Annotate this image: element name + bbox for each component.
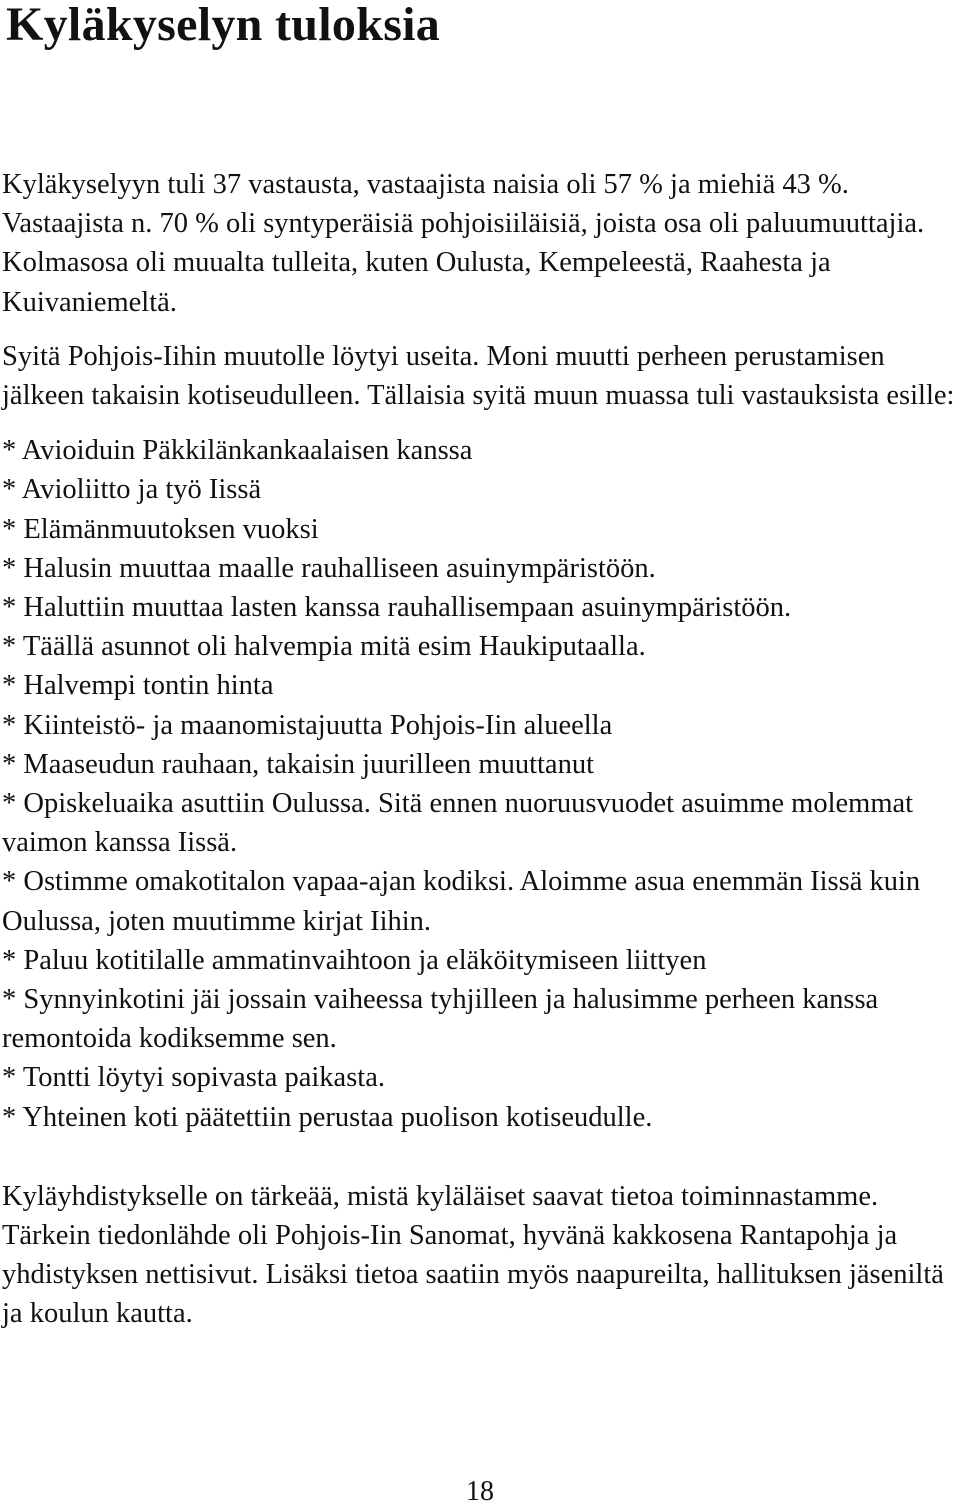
page-number: 18 xyxy=(466,1476,494,1507)
list-item: * Maaseudun rauhaan, takaisin juurilleen muuttanut xyxy=(2,748,595,780)
list-item: * Halusin muuttaa maalle rauhalliseen asuinympäristöön. xyxy=(2,552,656,584)
info-paragraph: Kyläyhdistykselle on tärkeää, mistä kyläläiset saavat tietoa toiminnastamme. Tärkein tiedonlähde oli Pohjois-Iin Sanomat, hyvänä kakkosena Rantapohja ja yhdistyksen nettisivut. Lisäksi tietoa saatiin myös naapureilta, hallituksen jäseniltä ja koulun kautta. xyxy=(2,1180,944,1330)
list-item: * Tontti löytyi sopivasta paikasta. xyxy=(2,1062,385,1094)
list-item: * Synnyinkotini jäi jossain vaiheessa tyhjilleen ja halusimme perheen kanssa remontoida kodiksemme sen. xyxy=(2,984,879,1055)
list-item: * Avioliitto ja työ Iissä xyxy=(2,474,262,506)
intro-paragraph: Kyläkyselyyn tuli 37 vastausta, vastaajista naisia oli 57 % ja miehiä 43 %. Vastaajista n. 70 % oli syntyperäisiä pohjoisiiläisiä, joista osa oli paluumuuttajia. Kolmasosa oli muualta tulleita, kuten Oulusta, Kempeleestä, Raahesta ja Kuivaniemeltä. xyxy=(2,169,925,318)
list-item: * Ostimme omakotitalon vapaa-ajan kodiksi. Aloimme asua enemmän Iissä kuin Oulussa, joten muutimme kirjat Iihin. xyxy=(2,866,921,937)
list-item: * Haluttiin muuttaa lasten kanssa rauhallisempaan asuinympäristöön. xyxy=(2,592,792,624)
list-item: * Täällä asunnot oli halvempia mitä esim Haukiputaalla. xyxy=(2,631,646,663)
list-item: * Yhteinen koti päätettiin perustaa puolison kotiseudulle. xyxy=(2,1101,653,1133)
list-item: * Elämänmuutoksen vuoksi xyxy=(2,513,319,545)
list-item: * Kiinteistö- ja maanomistajuutta Pohjois-Iin alueella xyxy=(2,709,613,741)
list-item: * Halvempi tontin hinta xyxy=(2,670,274,702)
list-item: * Opiskeluaika asuttiin Oulussa. Sitä ennen nuoruusvuodet asuimme molemmat vaimon kanssa Iissä. xyxy=(2,788,914,859)
page-title: Kyläkyselyn tuloksia xyxy=(6,0,441,51)
body-text xyxy=(2,165,956,1334)
reasons-list xyxy=(2,431,956,1137)
list-item: * Avioiduin Päkkilänkankaalaisen kanssa xyxy=(2,435,473,467)
list-item: * Paluu kotitilalle ammatinvaihtoon ja eläköitymiseen liittyen xyxy=(2,944,707,976)
reasons-paragraph: Syitä Pohjois-Iihin muutolle löytyi useita. Moni muutti perheen perustamisen jälkeen takaisin kotiseudulleen. Tällaisia syitä muun muassa tuli vastauksista esille: xyxy=(2,340,955,412)
